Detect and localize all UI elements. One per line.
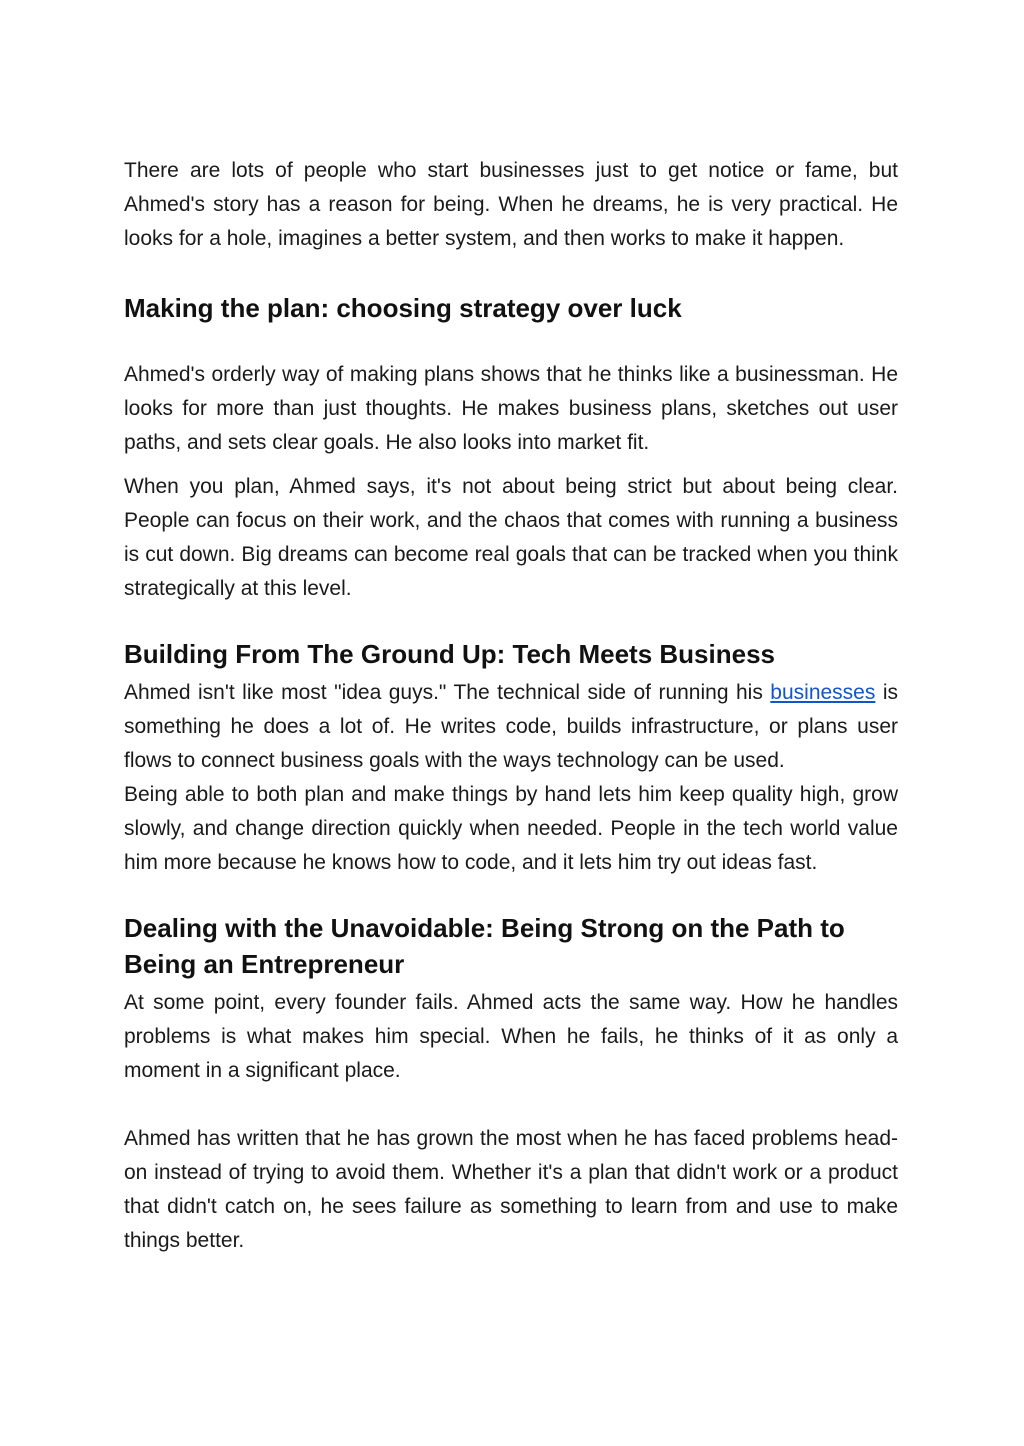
planning-paragraph-2: When you plan, Ahmed says, it's not about being strict but about being clear. People can focus on their work, and the chaos that comes with running a business is cut down. Big dreams can become real goals that can be tracked when you think strategically at this level. bbox=[124, 475, 898, 600]
document-page bbox=[124, 154, 898, 1258]
section-heading-planning: Making the plan: choosing strategy over luck bbox=[124, 293, 682, 323]
section-heading-tech: Building From The Ground Up: Tech Meets Business bbox=[124, 639, 776, 669]
tech-paragraph-1-end: is something he does a lot of. He writes code, builds infrastructure, or plans user flows to connect business goals with the ways technology can be used. bbox=[124, 681, 898, 772]
tech-paragraph-1-start: Ahmed isn't like most "idea guys." The technical side of running his bbox=[124, 681, 771, 704]
resilience-paragraph-1: At some point, every founder fails. Ahmed acts the same way. How he handles problems is what makes him special. When he fails, he thinks of it as only a moment in a significant place. bbox=[124, 991, 898, 1082]
resilience-paragraph-2: Ahmed has written that he has grown the most when he has faced problems head-on instead of trying to avoid them. Whether it's a plan that didn't work or a product that didn't catch on, he sees failure as something to learn from and use to make things better. bbox=[124, 1127, 898, 1252]
businesses-link[interactable]: businesses bbox=[770, 681, 876, 704]
tech-paragraph-2: Being able to both plan and make things by hand lets him keep quality high, grow slowly, and change direction quickly when needed. People in the tech world value him more because he knows how to code, and it lets him try out ideas fast. bbox=[124, 783, 898, 874]
tech-paragraph-1 bbox=[124, 676, 898, 778]
section-heading-resilience: Dealing with the Unavoidable: Being Strong on the Path to Being an Entrepreneur bbox=[124, 913, 845, 979]
planning-paragraph-1: Ahmed's orderly way of making plans shows that he thinks like a businessman. He looks for more than just thoughts. He makes business plans, sketches out user paths, and sets clear goals. He also looks into market fit. bbox=[124, 363, 898, 454]
intro-paragraph: There are lots of people who start businesses just to get notice or fame, but Ahmed's story has a reason for being. When he dreams, he is very practical. He looks for a hole, imagines a better system, and then works to make it happen. bbox=[124, 159, 898, 250]
